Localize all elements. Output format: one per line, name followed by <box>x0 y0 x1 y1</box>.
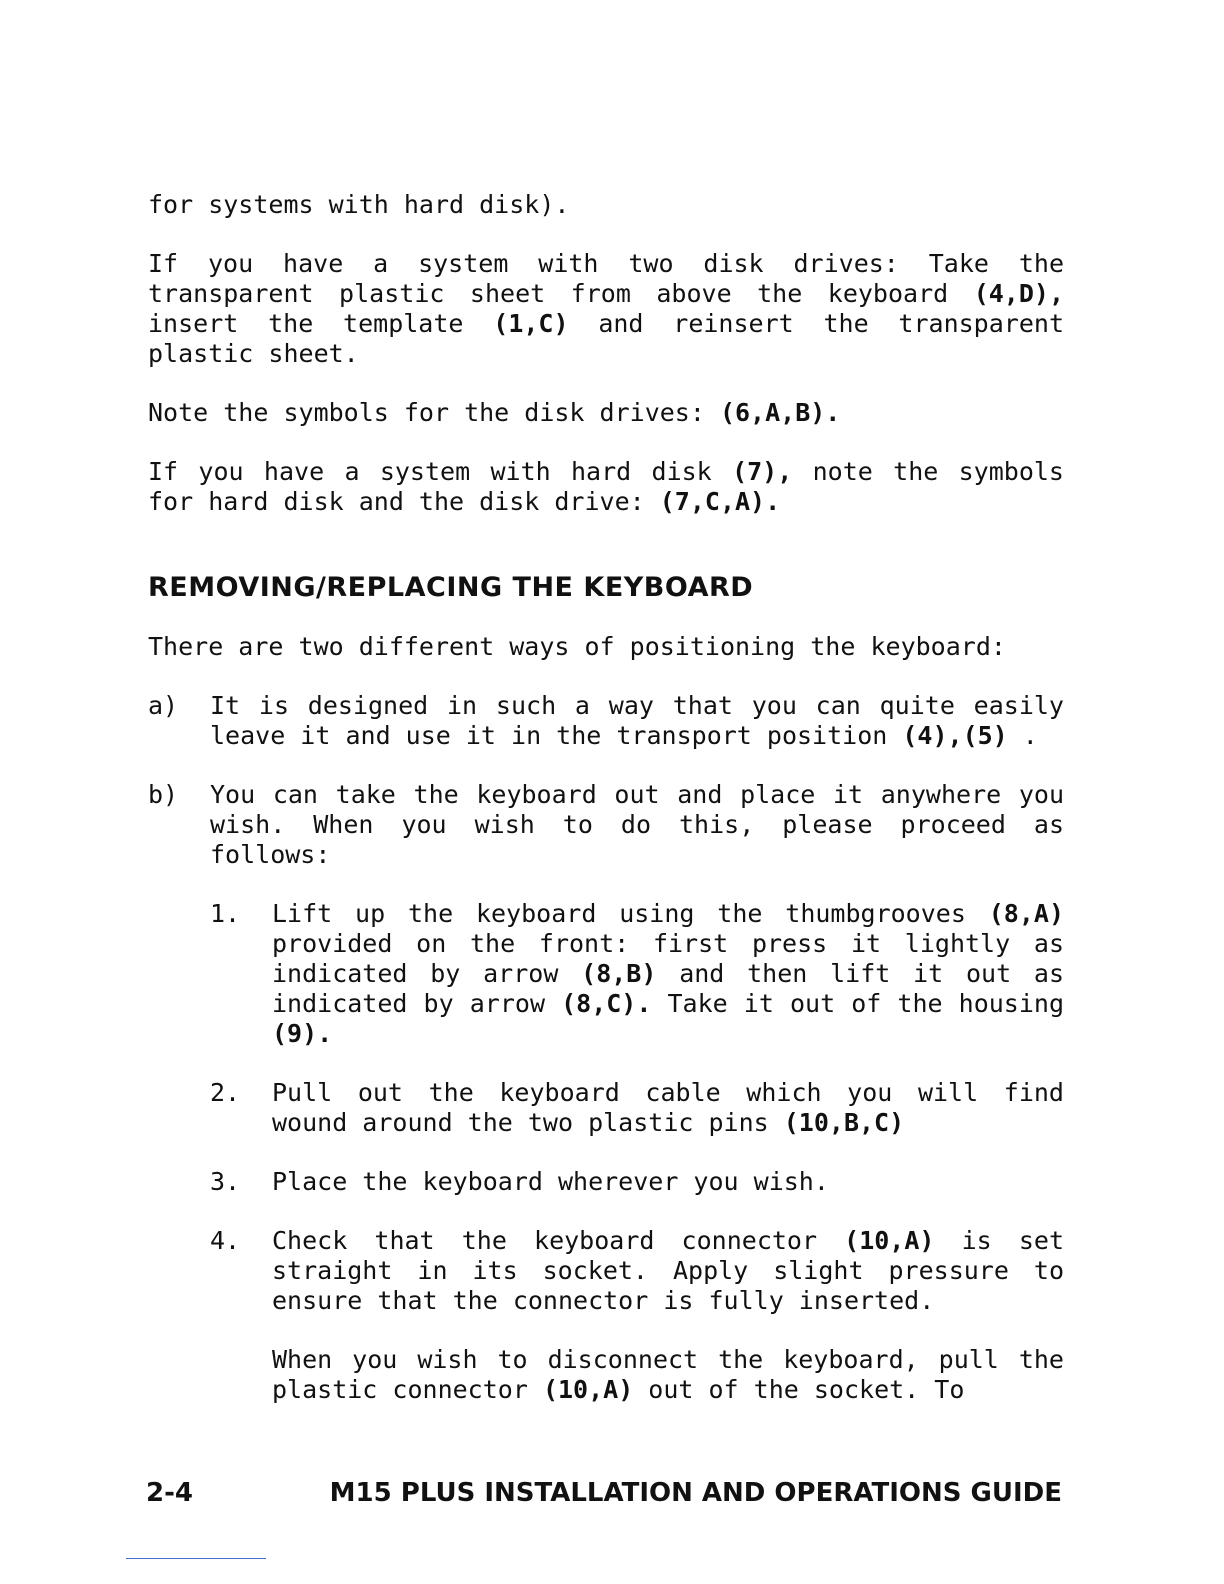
paragraph-text: There are two different ways of positioning the keyboard: <box>148 632 1006 661</box>
figure-reference: (4,D), <box>973 279 1064 308</box>
paragraph-two-disk-drives <box>148 249 1064 369</box>
paragraph-text: If you have a system with two disk drives: Take the transparent plastic sheet from above the keyboard <box>148 249 1064 308</box>
list-item-a <box>148 691 1064 751</box>
paragraph-text: is set straight in its socket. Apply slight pressure to ensure that the connector is fully inserted. <box>272 1226 1064 1315</box>
edge-line <box>126 1558 266 1559</box>
paragraph-disk-symbols <box>148 398 1064 428</box>
document-page <box>148 190 1064 1405</box>
step-number: 2. <box>210 1078 241 1107</box>
step-body: Place the keyboard wherever you wish. <box>272 1167 829 1196</box>
paragraph-text: Pull out the keyboard cable which you will find wound around the two plastic pins <box>272 1078 1064 1137</box>
paragraph-text: . <box>1007 721 1038 750</box>
paragraph-text: Check that the keyboard connector <box>272 1226 845 1255</box>
paragraph-text: for systems with hard disk). <box>148 190 570 219</box>
step-body <box>272 899 1064 1049</box>
figure-reference: (9). <box>272 1019 333 1048</box>
paragraph-hard-disk <box>148 457 1064 517</box>
figure-reference: (8,A) <box>988 899 1064 928</box>
page-number: 2-4 <box>146 1478 193 1508</box>
step-body <box>272 1226 1064 1316</box>
paragraph-text: and reinsert the transparent plastic sheet. <box>148 309 1064 368</box>
paragraph-continuation <box>148 190 1064 220</box>
figure-reference: (6,A,B). <box>719 398 841 427</box>
paragraph-text: out of the socket. To <box>633 1375 965 1404</box>
figure-reference: (4),(5) <box>902 721 1008 750</box>
list-item-b <box>148 780 1064 870</box>
figure-reference: (10,A) <box>542 1375 634 1404</box>
list-item-body <box>210 691 1064 751</box>
paragraph-text: Take it out of the housing <box>651 989 1064 1018</box>
page-footer <box>146 1478 1062 1508</box>
paragraph-text: Lift up the keyboard using the thumbgrooves <box>272 899 989 928</box>
step-2 <box>210 1078 1064 1138</box>
list-item-body: You can take the keyboard out and place it anywhere you wish. When you wish to do this, please proceed as follows: <box>210 780 1064 869</box>
step-number: 3. <box>210 1167 241 1196</box>
section-heading: REMOVING/REPLACING THE KEYBOARD <box>148 572 754 603</box>
list-marker: a) <box>148 691 179 720</box>
step-4 <box>210 1226 1064 1316</box>
paragraph-text: When you wish to disconnect the keyboard, pull the plastic connector <box>272 1345 1064 1404</box>
step-number: 4. <box>210 1226 241 1255</box>
paragraph-text: and then lift it out as indicated by arrow <box>272 959 1064 1018</box>
step-number: 1. <box>210 899 241 928</box>
paragraph-text: Note the symbols for the disk drives: <box>148 398 720 427</box>
guide-title: M15 PLUS INSTALLATION AND OPERATIONS GUIDE <box>329 1478 1062 1508</box>
step-3 <box>210 1167 1064 1197</box>
section-lead <box>148 632 1064 662</box>
figure-reference: (10,A) <box>844 1226 935 1255</box>
paragraph-text: It is designed in such a way that you can quite easily leave it and use it in the transport position <box>210 691 1064 750</box>
figure-reference: (7,C,A). <box>659 487 781 516</box>
paragraph-text: provided on the front: first press it lightly as indicated by arrow <box>272 929 1064 988</box>
figure-reference: (10,B,C) <box>783 1108 905 1137</box>
figure-reference: (8,C). <box>561 989 652 1018</box>
closing-paragraph <box>272 1345 1064 1405</box>
paragraph-text: note the symbols for hard disk and the disk drive: <box>148 457 1064 516</box>
figure-reference: (7), <box>732 457 793 486</box>
step-1 <box>210 899 1064 1049</box>
paragraph-text: If you have a system with hard disk <box>148 457 733 486</box>
paragraph-text: insert the template <box>148 309 494 338</box>
figure-reference: (8,B) <box>581 959 657 988</box>
step-body <box>272 1078 1064 1138</box>
list-marker: b) <box>148 780 179 809</box>
figure-reference: (1,C) <box>493 309 569 338</box>
